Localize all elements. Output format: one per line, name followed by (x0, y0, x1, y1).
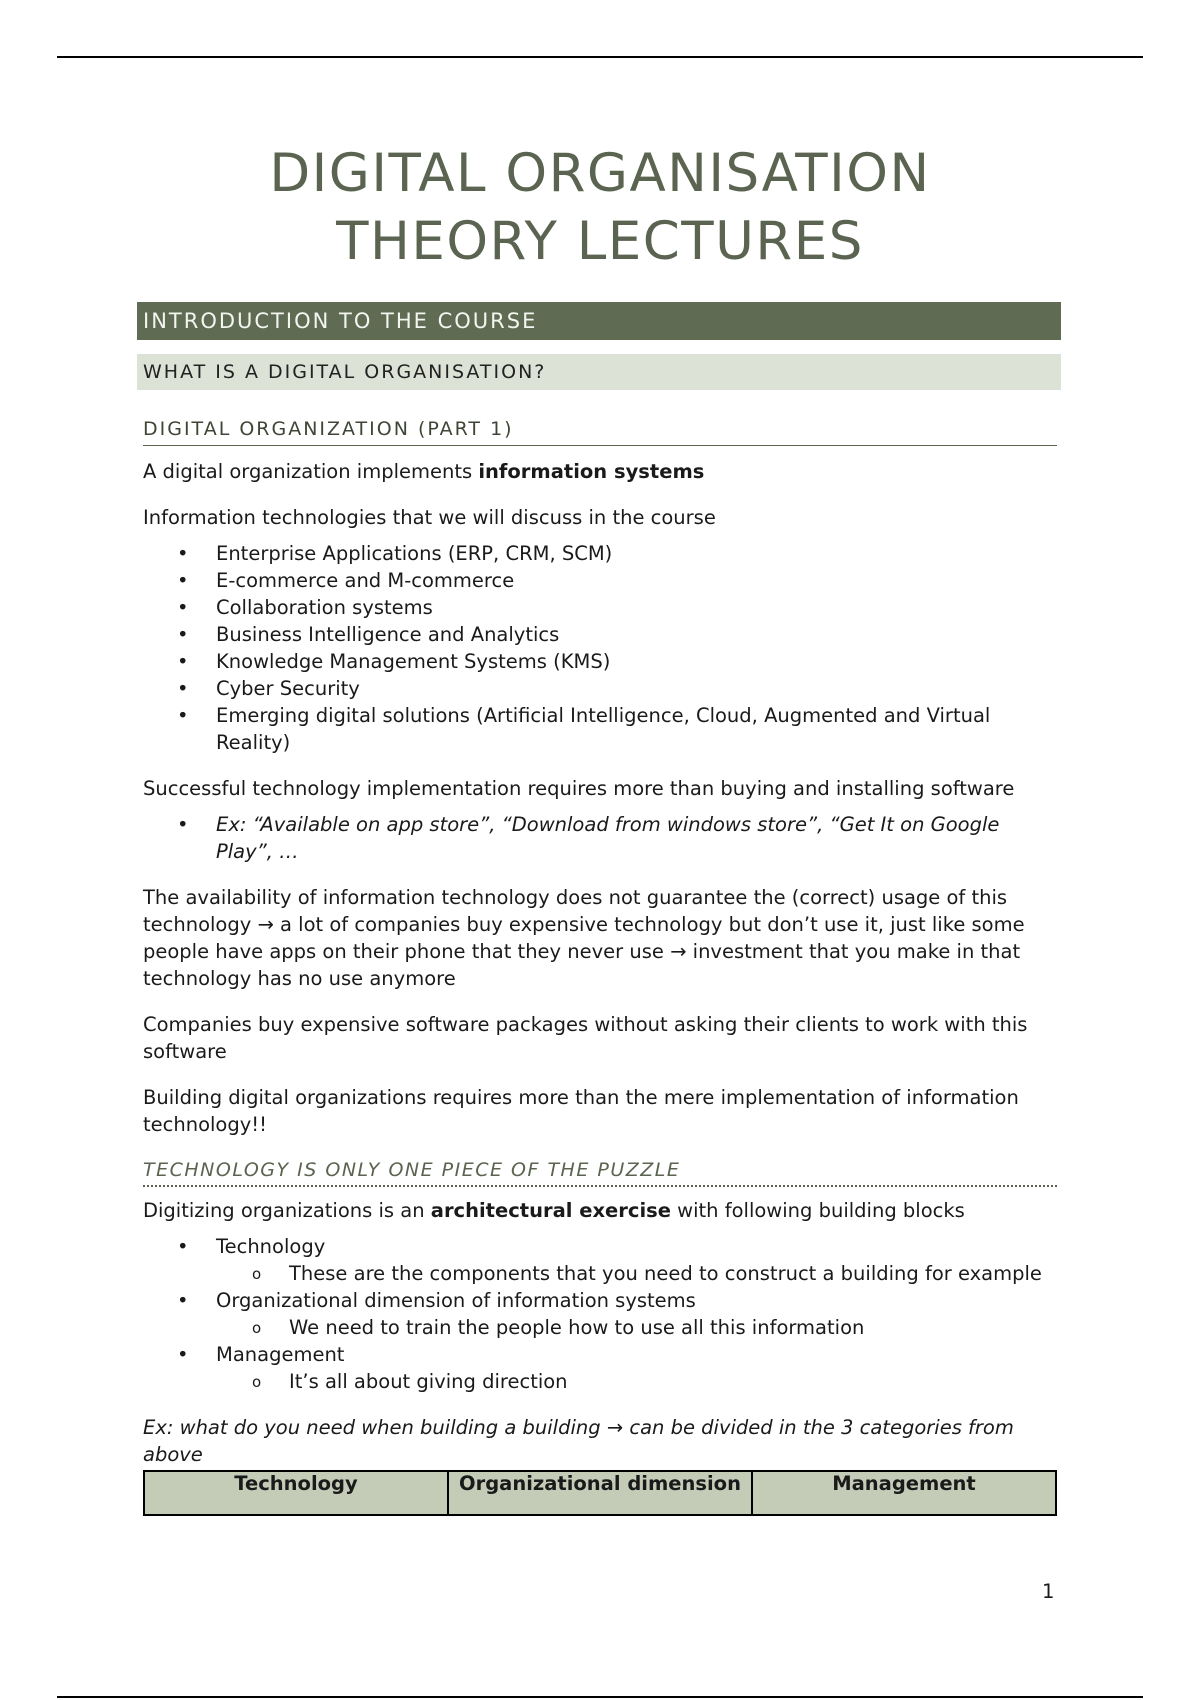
sub-list-item: o These are the components that you need to construct a building for example (289, 1260, 1057, 1287)
paragraph-tech-intro: Information technologies that we will discuss in the course (143, 506, 716, 529)
bullet-icon: • (177, 813, 189, 836)
sub-list (216, 1368, 1057, 1395)
list-item: • Knowledge Management Systems (KMS) (177, 650, 611, 673)
heading-2: WHAT IS A DIGITAL ORGANISATION? (137, 354, 1061, 390)
list-item: • Ex: “Available on app store”, “Download from windows store”, “Get It on Google Play”, … (177, 813, 1000, 863)
paragraph-intro: A digital organization implements information systems (143, 460, 705, 483)
sub-list-item: o It’s all about giving direction (289, 1368, 1057, 1395)
footer-rule (57, 1696, 1143, 1698)
list-item: • Collaboration systems (177, 596, 433, 619)
heading-1: INTRODUCTION TO THE COURSE (137, 302, 1061, 340)
paragraph-example-building: Ex: what do you need when building a building → can be divided in the 3 categories from above (143, 1416, 1014, 1466)
list-item: • Management o It’s all about giving direction (216, 1341, 1057, 1395)
section-heading-digital-organization: DIGITAL ORGANIZATION (PART 1) (143, 416, 1057, 446)
title-line-1: DIGITAL ORGANISATION (269, 143, 931, 204)
paragraph-companies: Companies buy expensive software packages without asking their clients to work with this software (143, 1013, 1028, 1063)
document-title (143, 140, 1057, 276)
bullet-icon: • (177, 1289, 189, 1312)
sub-list (216, 1260, 1057, 1287)
paragraph-success: Successful technology implementation requires more than buying and installing software (143, 777, 1015, 800)
table-header-cell: Technology (144, 1471, 448, 1515)
technology-list (143, 540, 1057, 756)
bullet-icon: • (177, 596, 189, 619)
table-header-cell: Organizational dimension (448, 1471, 752, 1515)
paragraph-availability: The availability of information technology does not guarantee the (correct) usage of this technology → a lot of companies buy expensive technology but don’t use it, just like some people have apps on their phone that they never use → investment that you make in that technology has no use anymore (143, 886, 1025, 990)
sub-bullet-icon: o (252, 1373, 262, 1391)
categories-table (143, 1470, 1057, 1516)
list-item: • Technology o These are the components that you need to construct a building for example (216, 1233, 1057, 1287)
sub-list-item: o We need to train the people how to use all this information (289, 1314, 1057, 1341)
building-blocks-list (143, 1233, 1057, 1395)
bullet-icon: • (177, 704, 189, 727)
paragraph-building: Building digital organizations requires more than the mere implementation of information technology!! (143, 1086, 1019, 1136)
bullet-icon: • (177, 569, 189, 592)
section-heading-puzzle: TECHNOLOGY IS ONLY ONE PIECE OF THE PUZZLE (143, 1157, 1057, 1187)
list-item: • Enterprise Applications (ERP, CRM, SCM) (177, 542, 613, 565)
sub-bullet-icon: o (252, 1319, 262, 1337)
bullet-icon: • (177, 1235, 189, 1258)
table-header-cell: Management (752, 1471, 1056, 1515)
bullet-icon: • (177, 623, 189, 646)
list-item: • Organizational dimension of information systems o We need to train the people how to use all this information (216, 1287, 1057, 1341)
sub-list (216, 1314, 1057, 1341)
paragraph-digitizing: Digitizing organizations is an architectural exercise with following building blocks (143, 1199, 965, 1222)
sub-bullet-icon: o (252, 1265, 262, 1283)
list-item: • E-commerce and M-commerce (177, 569, 515, 592)
list-item: • Emerging digital solutions (Artificial Intelligence, Cloud, Augmented and Virtual Reality) (177, 704, 991, 754)
bold-architectural-exercise: architectural exercise (430, 1199, 671, 1222)
list-item: • Cyber Security (177, 677, 360, 700)
bullet-icon: • (177, 650, 189, 673)
bullet-icon: • (177, 542, 189, 565)
bullet-icon: • (177, 677, 189, 700)
document-body (143, 140, 1057, 1516)
example-list (143, 811, 1057, 865)
title-line-2: THEORY LECTURES (336, 211, 864, 272)
header-rule (57, 56, 1143, 58)
list-item: • Business Intelligence and Analytics (177, 623, 560, 646)
bold-information-systems: information systems (478, 460, 705, 483)
bullet-icon: • (177, 1343, 189, 1366)
page-number: 1 (1042, 1580, 1055, 1603)
table-header-row (144, 1471, 1056, 1515)
